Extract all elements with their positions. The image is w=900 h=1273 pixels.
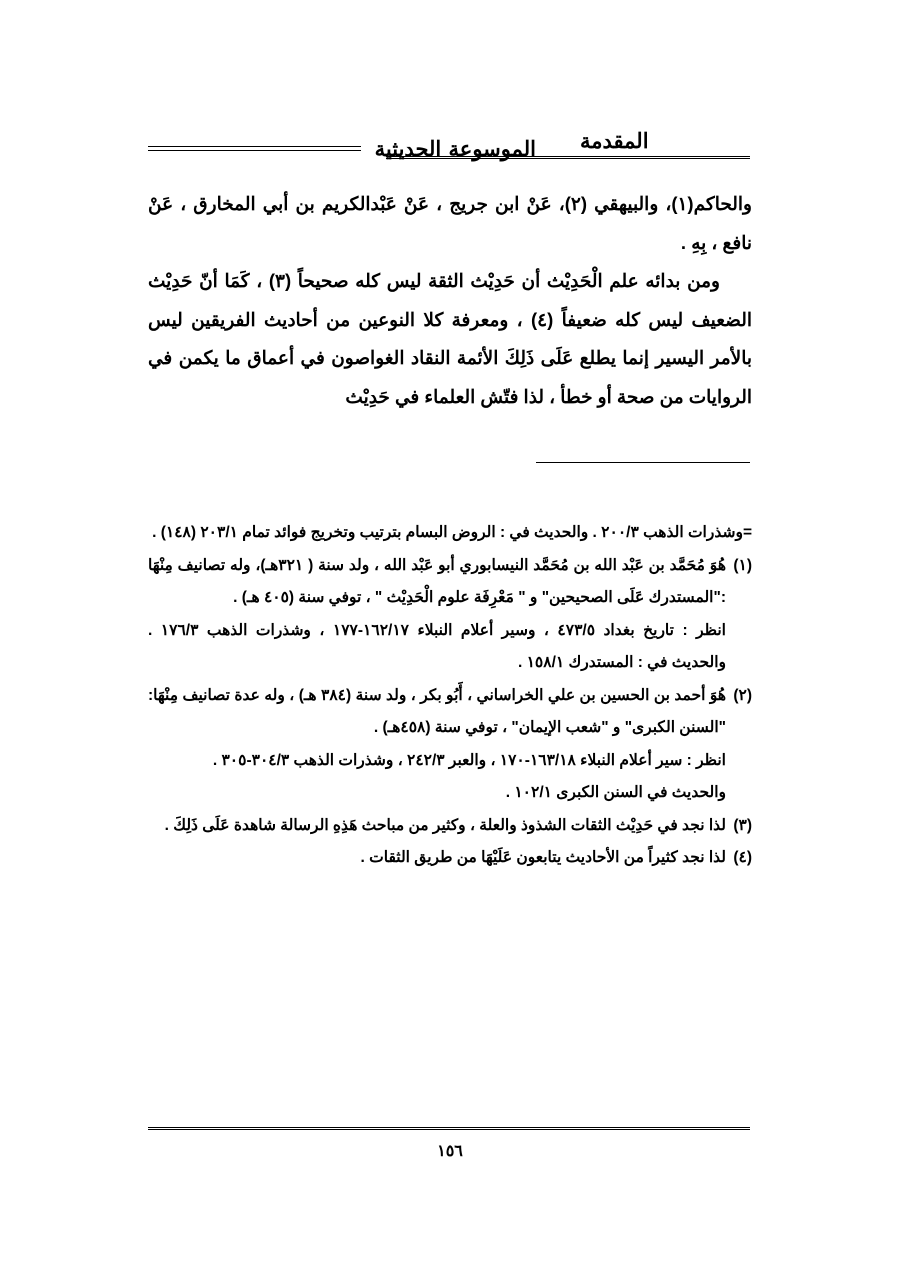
footnotes bbox=[148, 517, 752, 875]
footnote-2 bbox=[148, 680, 752, 810]
footnote-text: والحديث في السنن الكبرى ١٠٢/١ . bbox=[505, 784, 726, 801]
footnote-number: (١) bbox=[733, 556, 752, 574]
main-text bbox=[148, 185, 752, 416]
header-short-rule bbox=[148, 146, 361, 151]
paragraph: والحاكم(١)، والبيهقي (٢)، عَنْ ابن جريج ، عَنْ عَبْدالكريم بن أبي المخارق ، عَنْ نافع ، بِهِ . bbox=[148, 193, 752, 253]
footnote-text: هُوَ مُحَمَّد بن عَبْد الله بن مُحَمَّد النيسابوري أبو عَبْد الله ، ولد سنة ( ٣٢١هـ)، وله تصانيف مِنْهَا :"المستدرك عَلَى الصحيحين" و " مَعْرِفَة علوم الْحَدِيْث " ، توفي سنة (٤٠٥ هـ) . bbox=[148, 556, 726, 606]
footnote-number: (٢) bbox=[733, 686, 752, 704]
footnote-continuation: =وشذرات الذهب ٢٠٠/٣ . والحديث في : الروض البسام بترتيب وتخريج فوائد تمام ٢٠٣/١ (١٤٨) . bbox=[152, 524, 752, 541]
footnote-text: انظر : سير أعلام النبلاء ١٦٣/١٨-١٧٠ ، والعبر ٢٤٢/٣ ، وشذرات الذهب ٣٠٤/٣-٣٠٥ . bbox=[212, 751, 726, 769]
paragraph: ومن بدائه علم الْحَدِيْث أن حَدِيْث الثقة ليس كله صحيحاً (٣) ، كَمَا أنّ حَدِيْث الضعيف ليس كله ضعيفاً (٤) ، ومعرفة كلا النوعين من أحاديث الفريقين ليس بالأمر اليسير إنما يطلع عَلَى ذَلِكَ الأئمة النقاد الغواصون في أعماق ما يكمن في الروايات من صحة أو خطأ ، لذا فتّش العلماء في حَدِيْث bbox=[148, 270, 752, 407]
footnote-3 bbox=[148, 810, 752, 843]
footnote-text: هُوَ أحمد بن الحسين بن علي الخراساني ، أَبُو بكر ، ولد سنة (٣٨٤ هـ) ، وله عدة تصانيف مِنْهَا: "السنن الكبرى" و "شعب الإيمان" ، توفي سنة (٤٥٨هـ) . bbox=[148, 686, 727, 736]
section-title: المقدمة bbox=[580, 128, 649, 153]
footnote-number: (٤) bbox=[733, 849, 752, 866]
running-header bbox=[148, 136, 536, 161]
footnote-number: (٣) bbox=[733, 816, 752, 834]
footnote-text: انظر : تاريخ بغداد ٤٧٣/٥ ، وسير أعلام النبلاء ١٦٢/١٧-١٧٧ ، وشذرات الذهب ١٧٦/٣ . والحديث في : المستدرك ١٥٨/١ . bbox=[148, 621, 726, 671]
footnote-1 bbox=[148, 550, 752, 680]
footnote-text: لذا نجد في حَدِيْث الثقات الشذوذ والعلة ، وكثير من مباحث هَذِهِ الرسالة شاهدة عَلَى ذَلِكَ . bbox=[164, 816, 726, 834]
book-title: الموسوعة الحديثية bbox=[374, 136, 536, 161]
footnote-separator bbox=[536, 462, 750, 463]
footnote-text: لذا نجد كثيراً من الأحاديث يتابعون عَلَيْهَا من طريق الثقات . bbox=[360, 849, 726, 866]
footer-rule bbox=[148, 1127, 750, 1130]
page-number: ١٥٦ bbox=[437, 1143, 463, 1160]
footnote-4 bbox=[148, 842, 752, 875]
